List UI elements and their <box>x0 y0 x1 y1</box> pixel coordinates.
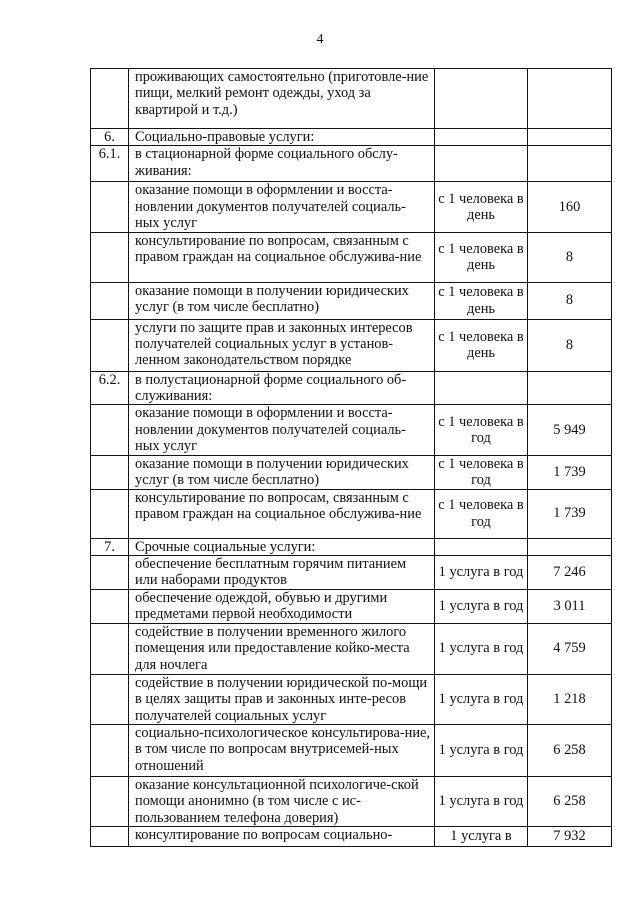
row-number-cell <box>91 489 129 538</box>
table-row <box>91 282 612 319</box>
table-row <box>91 724 612 776</box>
price-cell: 160 <box>528 182 612 232</box>
price-cell <box>528 371 612 405</box>
row-number-cell <box>91 232 129 282</box>
service-description-cell: оказание помощи в получении юридических услуг (в том числе бесплатно) <box>129 455 435 489</box>
price-cell: 3 011 <box>528 589 612 623</box>
table-row <box>91 129 612 146</box>
table-row <box>91 182 612 232</box>
unit-cell: 1 услуга в год <box>435 623 528 674</box>
table-row <box>91 674 612 724</box>
row-number-cell <box>91 724 129 776</box>
unit-cell: с 1 человека в год <box>435 455 528 489</box>
table-row <box>91 776 612 826</box>
table-row <box>91 371 612 405</box>
table-row <box>91 589 612 623</box>
row-number-cell <box>91 674 129 724</box>
price-cell: 6 258 <box>528 724 612 776</box>
service-description-cell: Социально-правовые услуги: <box>129 129 435 146</box>
service-description-cell: в стационарной форме социального обслу-живания: <box>129 146 435 182</box>
table-row <box>91 319 612 371</box>
price-cell <box>528 69 612 129</box>
price-cell: 7 246 <box>528 556 612 590</box>
price-cell: 6 258 <box>528 776 612 826</box>
unit-cell: 1 услуга в год <box>435 776 528 826</box>
price-cell: 1 739 <box>528 489 612 538</box>
price-cell <box>528 538 612 555</box>
price-cell: 8 <box>528 282 612 319</box>
table-row <box>91 232 612 282</box>
service-description-cell: консультирование по вопросам, связанным с правом граждан на социальное обслужива-ние <box>129 232 435 282</box>
unit-cell <box>435 69 528 129</box>
service-description-cell: обеспечение бесплатным горячим питанием или наборами продуктов <box>129 556 435 590</box>
row-number-cell: 6.2. <box>91 371 129 405</box>
unit-cell: 1 услуга в год <box>435 724 528 776</box>
service-description-cell: оказание помощи в оформлении и восста-новлении документов получателей социаль-ных услуг <box>129 182 435 232</box>
service-description-cell: Срочные социальные услуги: <box>129 538 435 555</box>
unit-cell: 1 услуга в год <box>435 589 528 623</box>
service-description-cell: обеспечение одеждой, обувью и другими предметами первой необходимости <box>129 589 435 623</box>
row-number-cell <box>91 776 129 826</box>
service-description-cell: содействие в получении юридической по-мощи в целях защиты прав и законных инте-ресов получателей социальных услуг <box>129 674 435 724</box>
unit-cell: 1 услуга в <box>435 827 528 847</box>
table-row <box>91 405 612 455</box>
price-cell <box>528 146 612 182</box>
service-description-cell: содействие в получении временного жилого помещения или предоставление койко-места для ночлега <box>129 623 435 674</box>
unit-cell: 1 услуга в год <box>435 674 528 724</box>
row-number-cell <box>91 282 129 319</box>
table-row <box>91 827 612 847</box>
unit-cell: 1 услуга в год <box>435 556 528 590</box>
unit-cell: с 1 человека в день <box>435 282 528 319</box>
service-description-cell: оказание помощи в получении юридических услуг (в том числе бесплатно) <box>129 282 435 319</box>
unit-cell <box>435 129 528 146</box>
table-row <box>91 623 612 674</box>
unit-cell: с 1 человека в день <box>435 182 528 232</box>
price-cell: 7 932 <box>528 827 612 847</box>
services-table <box>90 68 612 847</box>
table-row <box>91 146 612 182</box>
service-description-cell: услуги по защите прав и законных интересов получателей социальных услуг в установ-ленном законодательством порядке <box>129 319 435 371</box>
service-description-cell: оказание консультационной психологиче-ской помощи анонимно (в том числе с ис-пользованием телефона доверия) <box>129 776 435 826</box>
table-row <box>91 538 612 555</box>
price-cell <box>528 129 612 146</box>
table-row <box>91 69 612 129</box>
unit-cell: с 1 человека в год <box>435 405 528 455</box>
table-row <box>91 556 612 590</box>
unit-cell <box>435 538 528 555</box>
price-cell: 8 <box>528 232 612 282</box>
row-number-cell <box>91 589 129 623</box>
row-number-cell <box>91 827 129 847</box>
unit-cell <box>435 371 528 405</box>
price-cell: 1 218 <box>528 674 612 724</box>
service-description-cell: в полустационарной форме социального об-служивания: <box>129 371 435 405</box>
row-number-cell <box>91 405 129 455</box>
price-cell: 5 949 <box>528 405 612 455</box>
row-number-cell: 7. <box>91 538 129 555</box>
row-number-cell: 6.1. <box>91 146 129 182</box>
price-cell: 8 <box>528 319 612 371</box>
service-description-cell: проживающих самостоятельно (приготовле-ние пищи, мелкий ремонт одежды, уход за квартирой и т.д.) <box>129 69 435 129</box>
price-cell: 4 759 <box>528 623 612 674</box>
unit-cell: с 1 человека в день <box>435 319 528 371</box>
price-cell: 1 739 <box>528 455 612 489</box>
row-number-cell <box>91 556 129 590</box>
service-description-cell: оказание помощи в оформлении и восста-новлении документов получателей социаль-ных услуг <box>129 405 435 455</box>
row-number-cell <box>91 69 129 129</box>
service-description-cell: консультирование по вопросам, связанным с правом граждан на социальное обслужива-ние <box>129 489 435 538</box>
row-number-cell: 6. <box>91 129 129 146</box>
row-number-cell <box>91 182 129 232</box>
row-number-cell <box>91 319 129 371</box>
row-number-cell <box>91 455 129 489</box>
service-description-cell: консултирование по вопросам социально- <box>129 827 435 847</box>
row-number-cell <box>91 623 129 674</box>
unit-cell: с 1 человека в день <box>435 232 528 282</box>
table-row <box>91 455 612 489</box>
unit-cell: с 1 человека в год <box>435 489 528 538</box>
page-number: 4 <box>316 32 324 47</box>
unit-cell <box>435 146 528 182</box>
service-description-cell: социально-психологическое консультирова-ние, в том числе по вопросам внутрисемей-ных отношений <box>129 724 435 776</box>
table-row <box>91 489 612 538</box>
